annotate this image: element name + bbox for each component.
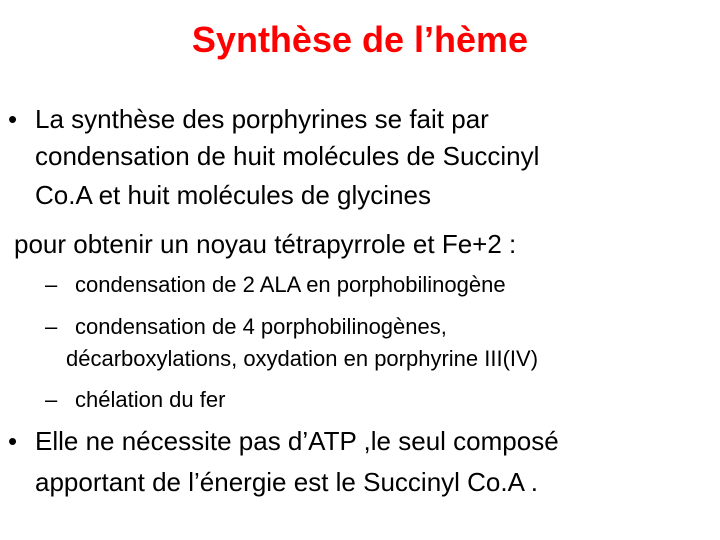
sub-item-3-line-1: chélation du fer: [75, 387, 226, 412]
sub-bullet-marker: –: [45, 272, 58, 297]
bullet-marker: •: [8, 104, 18, 134]
bullet-1-line-1: La synthèse des porphyrines se fait par: [35, 104, 489, 134]
sub-bullet-marker: –: [45, 314, 58, 339]
bullet-1-line-2: condensation de huit molécules de Succinyl: [35, 141, 540, 171]
sub-item-2-line-2: décarboxylations, oxydation en porphyrine III(IV): [66, 346, 539, 371]
sub-item-2-line-1: condensation de 4 porphobilinogènes,: [75, 314, 447, 339]
bullet-1-line-3: Co.A et huit molécules de glycines: [35, 180, 431, 210]
bullet-2-line-1: Elle ne nécessite pas d’ATP ,le seul composé: [35, 426, 559, 456]
sub-item-1-line-1: condensation de 2 ALA en porphobilinogène: [75, 272, 506, 297]
bullet-1-line-4: pour obtenir un noyau tétrapyrrole et Fe+2 :: [14, 229, 517, 259]
slide-title: Synthèse de l’hème: [191, 19, 529, 60]
bullet-2-line-2: apportant de l’énergie est le Succinyl Co.A .: [35, 467, 538, 497]
sub-bullet-marker: –: [45, 387, 58, 412]
bullet-marker: •: [8, 426, 18, 456]
